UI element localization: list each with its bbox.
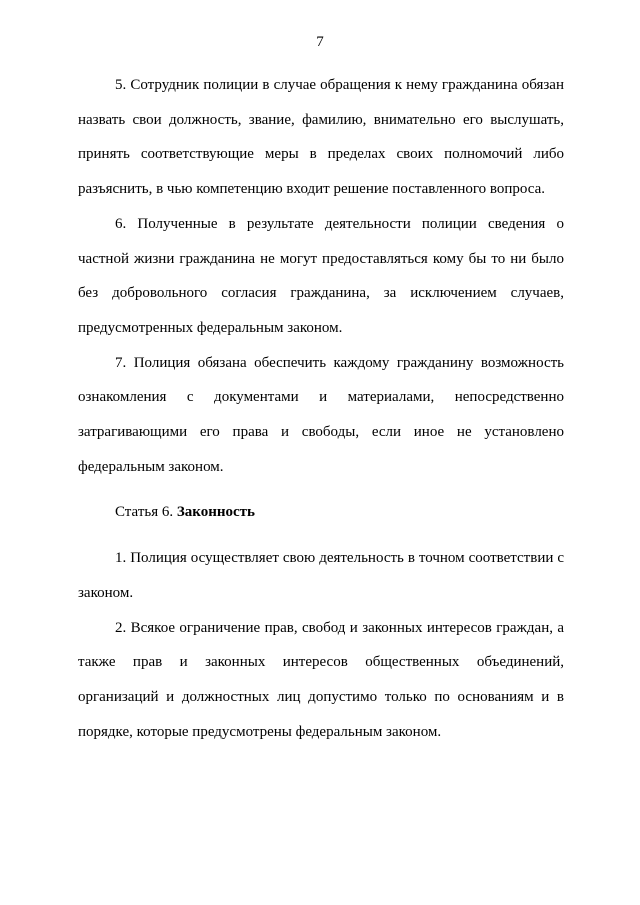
article-heading	[78, 484, 564, 541]
page-number: 7	[316, 34, 324, 50]
paragraph-6: 6. Полученные в результате деятельности полиции сведения о частной жизни гражданина не могут предоставляться кому бы то ни было без добровольного согласия гражданина, за исключением случаев, предусмотренных федеральным законом.	[78, 215, 564, 336]
paragraph-7: 7. Полиция обязана обеспечить каждому гражданину возможность ознакомления с документами и материалами, непосредственно затрагивающими его права и свободы, если иное не установлено федеральным законом.	[78, 354, 564, 475]
document-body	[78, 68, 564, 749]
article-title: Законность	[176, 504, 255, 521]
article-6-paragraph-2: 2. Всякое ограничение прав, свобод и законных интересов граждан, а также прав и законных интересов общественных объединений, организаций и должностных лиц допустимо только по основаниям и в порядке, которые предусмотрены федеральным законом.	[78, 619, 564, 740]
article-number: Статья 6.	[115, 504, 177, 521]
paragraph-5: 5. Сотрудник полиции в случае обращения к нему гражданина обязан назвать свои должность, звание, фамилию, внимательно его выслушать, принять соответствующие меры в пределах своих полномочий либо разъяснить, в чью компетенцию входит решение поставленного вопроса.	[78, 77, 564, 198]
article-6-paragraph-1: 1. Полиция осуществляет свою деятельность в точном соответствии с законом.	[78, 550, 564, 601]
